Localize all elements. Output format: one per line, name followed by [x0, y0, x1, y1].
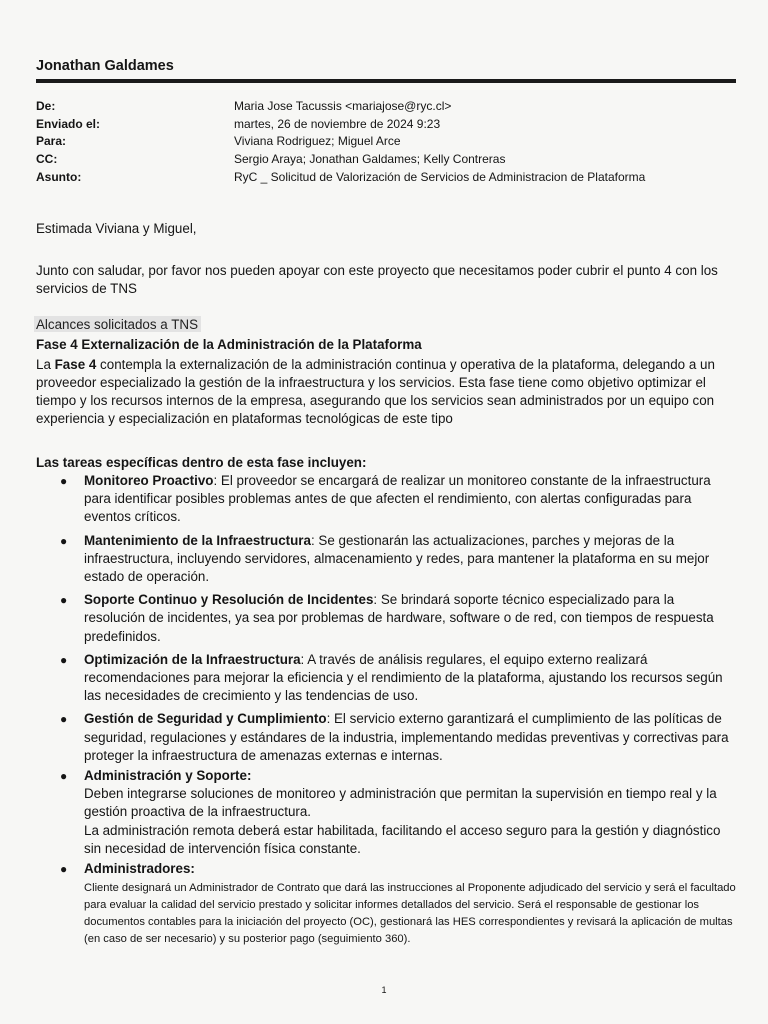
bullet-icon: ● — [60, 712, 68, 727]
mailbox-owner-name: Jonathan Galdames — [36, 58, 174, 74]
list-item-administrators — [36, 860, 736, 947]
bullet-icon: ● — [60, 593, 68, 608]
list-item — [36, 532, 736, 587]
from-label: De: — [36, 99, 56, 113]
page-number: 1 — [381, 985, 387, 995]
task-text: : Se gestionarán las actualizaciones, parches y mejoras de la infraestructura, incluyendo servidores, almacenamiento y redes, para mantener la plataforma en su mejor estado de operación. — [84, 532, 710, 585]
from-row — [36, 99, 736, 117]
task-text: : A través de análisis regulares, el equipo externo realizará recomendaciones para mejorar la eficiencia y el rendimiento de la plataforma, ajustando los recursos según las necesidades de crecimiento y las tendencias de uso. — [84, 651, 723, 704]
phase-paragraph — [36, 356, 736, 428]
task-title: Mantenimiento de la Infraestructura — [84, 532, 311, 548]
bullet-icon: ● — [60, 652, 68, 667]
admin-support-line2: La administración remota deberá estar habilitada, facilitando el acceso seguro para la gestión y diagnóstico sin necesidad de intervención física constante. — [84, 822, 721, 856]
list-item — [36, 651, 736, 706]
list-item — [36, 472, 736, 527]
list-item-admin-support — [36, 767, 736, 858]
section-label: Alcances solicitados a TNS — [34, 316, 201, 332]
task-text: : Se brindará soporte técnico especializado para la resolución de incidentes, ya sea por problemas de hardware, software o de red, con tiempos de respuesta predefinidos. — [84, 592, 714, 644]
header-rule — [36, 79, 736, 83]
subject-row — [36, 170, 736, 188]
task-title: Optimización de la Infraestructura — [84, 651, 301, 667]
list-item — [36, 591, 736, 646]
task-text: : El proveedor se encargará de realizar un monitoreo constante de la infraestructura para identificar posibles problemas antes de que afecten el rendimiento, con alertas configuradas para eventos críticos. — [84, 473, 711, 525]
tasks-heading: Las tareas específicas dentro de esta fase incluyen: — [36, 455, 367, 470]
phase-title: Fase 4 Externalización de la Administración de la Plataforma — [36, 337, 422, 352]
task-title: Monitoreo Proactivo — [84, 473, 214, 488]
to-row — [36, 134, 736, 152]
greeting: Estimada Viviana y Miguel, — [36, 221, 197, 236]
task-text: : El servicio externo garantizará el cumplimiento de las políticas de seguridad, regulaciones y estándares de la industria, implementando medidas preventivas y correctivas para proteger la infraestructura de amenazas externas e internas. — [84, 711, 729, 763]
cc-row — [36, 152, 736, 170]
task-title: Soporte Continuo y Resolución de Incidentes — [84, 592, 374, 608]
bullet-icon: ● — [60, 769, 68, 784]
tasks-list — [36, 472, 736, 947]
subject-label: Asunto: — [36, 170, 82, 184]
admin-support-title: Administración y Soporte: — [84, 768, 252, 784]
phase-para-prefix: La — [36, 357, 55, 372]
bullet-icon: ● — [60, 474, 68, 488]
cc-value: Sergio Araya; Jonathan Galdames; Kelly Contreras — [234, 152, 506, 166]
phase-para-rest: contempla la externalización de la administración continua y operativa de la plataforma, delegando a un proveedor especializado la gestión de la infraestructura y los servicios. Esta fase tiene como objetivo optimizar el tiempo y los recursos internos de la empresa, asegurando que los servicios sean administrados por un equipo con experiencia y especialización en plataformas tecnológicas de este tipo — [36, 357, 715, 426]
sent-value: martes, 26 de noviembre de 2024 9:23 — [234, 117, 441, 131]
sent-row — [36, 117, 736, 135]
to-label: Para: — [36, 134, 67, 148]
bullet-icon: ● — [60, 862, 68, 877]
to-value: Viviana Rodriguez; Miguel Arce — [234, 134, 401, 148]
from-value: Maria Jose Tacussis <mariajose@ryc.cl> — [234, 99, 452, 113]
sent-label: Enviado el: — [36, 117, 101, 131]
task-title: Gestión de Seguridad y Cumplimiento — [84, 711, 327, 727]
bullet-icon: ● — [60, 533, 68, 548]
list-item — [36, 710, 736, 765]
administrators-title: Administradores: — [84, 861, 195, 877]
cc-label: CC: — [36, 152, 58, 166]
administrators-text: Cliente designará un Administrador de Contrato que dará las instrucciones al Proponente adjudicado del servicio y será el facultado para evaluar la calidad del servicio prestado y solicitar informes detallados del servicio. Será el responsable de gestionar los documentos contables para la iniciación del proyecto (OC), gestionará las HES correspondientes y revisará la aplicación de multas (en caso de ser necesario) y su posterior pago (seguimiento 360). — [84, 882, 736, 945]
admin-support-line1: Deben integrarse soluciones de monitoreo y administración que permitan la supervisión en tiempo real y la gestión proactiva de la infraestructura. — [84, 786, 717, 820]
phase-para-bold: Fase 4 — [54, 357, 97, 372]
subject-value: RyC _ Solicitud de Valorización de Servicios de Administracion de Plataforma — [234, 170, 646, 184]
intro-paragraph: Junto con saludar, por favor nos pueden apoyar con este proyecto que necesitamos poder cubrir el punto 4 con los servicios de TNS — [36, 263, 718, 296]
